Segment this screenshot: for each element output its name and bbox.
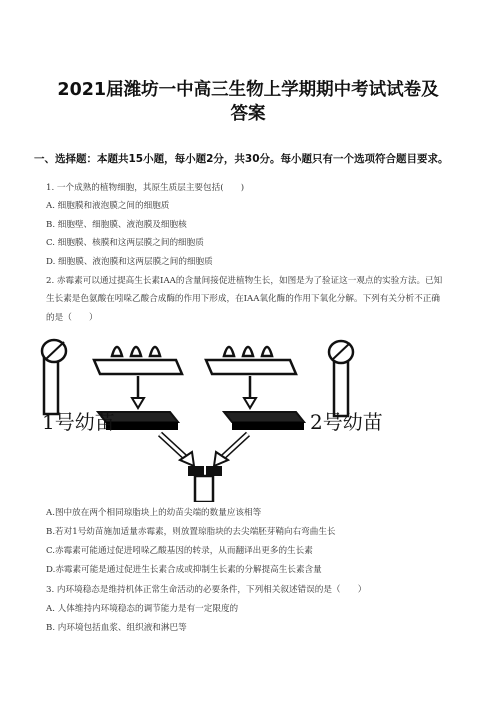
question-1-option-b: B. 细胞壁、细胞膜、液泡膜及细胞核 — [46, 220, 187, 230]
section-heading: 一、选择题：本题共15小题，每小题2分，共30分。每小题只有一个选项符合题目要求。 — [34, 153, 449, 165]
experiment-figure — [36, 334, 396, 502]
question-2-stem-line2: 生长素是色氨酸在吲哚乙酸合成酶的作用下形成，在IAA氧化酶的作用下氧化分解。下列有关分析不正确 — [46, 294, 440, 304]
question-3-option-b: B. 内环境包括血浆、组织液和淋巴等 — [46, 623, 187, 633]
arrow-down-left-icon — [132, 376, 144, 408]
question-2-option-a: A.图中放在两个相同琼脂块上的幼苗尖端的数量应该相等 — [46, 508, 262, 518]
agar-block-top-left — [94, 347, 182, 374]
arrow-diagonal-right-icon — [214, 434, 248, 466]
seedling-1-label: 1号幼苗 — [42, 410, 115, 434]
arrow-diagonal-left-icon — [160, 434, 194, 466]
question-3-option-a: A. 人体维持内环境稳态的调节能力是有一定限度的 — [46, 604, 239, 614]
question-1-stem: 1. 一个成熟的植物细胞，其原生质层主要包括( ) — [46, 183, 245, 193]
question-2-stem-line3: 的是（ ） — [46, 313, 98, 323]
decapitated-coleoptile-icon — [188, 466, 222, 502]
question-3-stem: 3. 内环境稳态是维持机体正常生命活动的必要条件，下列相关叙述错误的是（ ） — [46, 585, 367, 595]
agar-block-top-right — [206, 347, 296, 374]
question-2-option-c: C.赤霉素可能通过促进吲哚乙酸基因的转录，从而翻译出更多的生长素 — [46, 546, 313, 556]
document-title-line2: 答案 — [230, 104, 266, 124]
question-2-option-d: D.赤霉素可能是通过促进生长素合成或抑制生长素的分解提高生长素含量 — [46, 565, 322, 575]
seedling-right-icon — [329, 341, 353, 416]
question-1-option-d: D. 细胞膜、液泡膜和这两层膜之间的细胞质 — [46, 257, 213, 267]
question-1-option-c: C. 细胞膜、核膜和这两层膜之间的细胞质 — [46, 238, 204, 248]
seedling-2-label: 2号幼苗 — [310, 410, 383, 434]
question-2-stem-line1: 2. 赤霉素可以通过提高生长素IAA的含量间接促进植物生长，如图是为了验证这一观点的实验方法。已知 — [46, 276, 443, 286]
arrow-down-right-icon — [244, 376, 256, 408]
agar-block-dark-right — [224, 412, 304, 430]
seedling-left-icon — [42, 340, 66, 414]
question-1-option-a: A. 细胞膜和液泡膜之间的细胞质 — [46, 201, 170, 211]
question-2-option-b: B.若对1号幼苗施加适量赤霉素，则放置琼脂块的去尖端胚芽鞘向右弯曲生长 — [46, 527, 336, 537]
document-title-line1: 2021届潍坊一中高三生物上学期期中考试试卷及 — [57, 80, 439, 100]
